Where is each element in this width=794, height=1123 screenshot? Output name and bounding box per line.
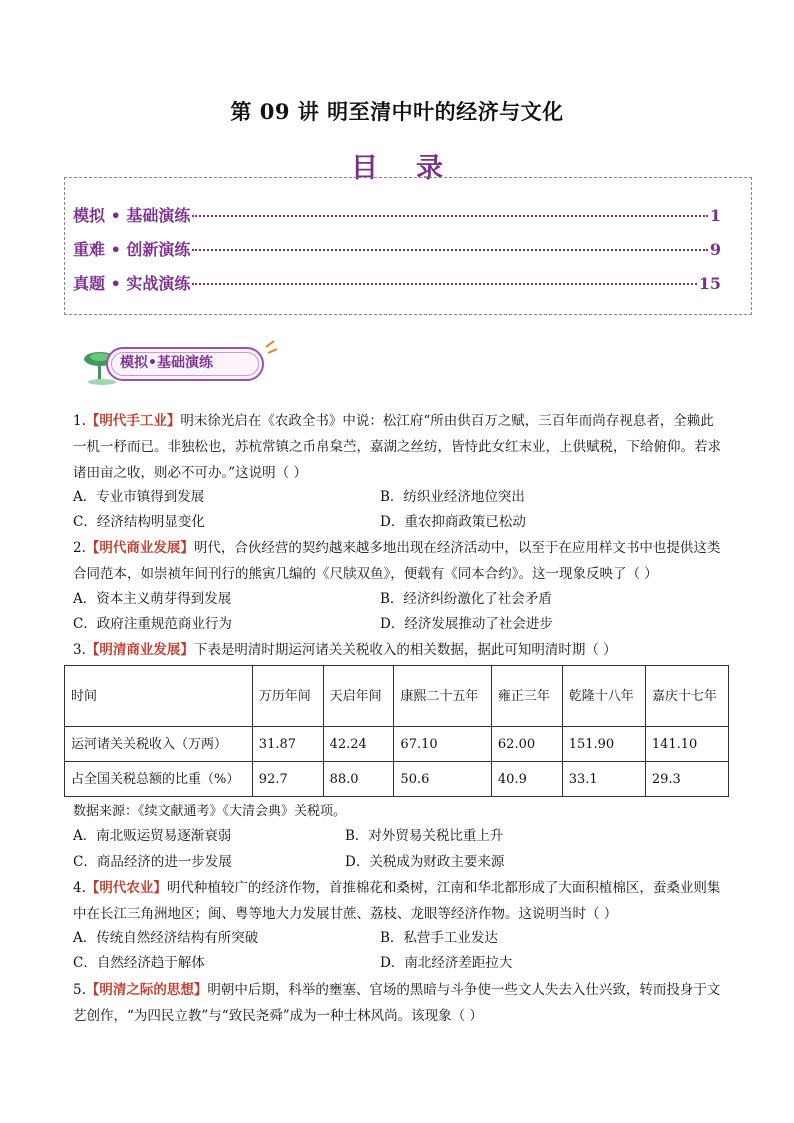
toc-item-page: 1: [709, 206, 721, 225]
question-stem: 下表是明清时期运河诸关关税收入的相关数据，据此可知明清时期（ ）: [193, 642, 617, 658]
table-source-note: 数据来源：《续文献通考》《大清会典》关税项。: [73, 804, 347, 819]
question-tag: 【明代商业发展】: [85, 540, 194, 556]
table-cell: 天启年间: [323, 666, 394, 727]
option-b[interactable]: B．纺织业经济地位突出: [380, 489, 525, 505]
option-b[interactable]: B．私营手工业发达: [380, 930, 498, 946]
table-header-row: [65, 666, 729, 727]
question-5: 5.【明清之际的思想】明朝中后期，科举的壅塞、官场的黑暗与斗争使一些文人失去入仕兴致，转而投身于文艺创作，“为四民立教”与“致民尧舜”成为一种士林风尚。该现象（ ）: [73, 982, 721, 1024]
question-tag: 【明代农业】: [85, 880, 167, 896]
toc-heading: 目录: [351, 153, 481, 184]
question-stem: 明代，合伙经营的契约越来越多地出现在经济活动中，以至于在应用样文书中也提供这类合同范本，如崇祯年间刊行的熊寅几编的《尺牍双鱼》，便载有《同本合约》。这一现象反映了（ ）: [73, 540, 721, 582]
option-c[interactable]: C．自然经济趋于解体: [73, 955, 205, 971]
table-cell: 141.10: [645, 727, 728, 762]
table-cell: 乾隆十八年: [562, 666, 645, 727]
option-d[interactable]: D．经济发展推动了社会进步: [380, 616, 553, 632]
toc-item-page: 9: [709, 240, 721, 259]
question-tag: 【明清商业发展】: [85, 642, 194, 658]
table-cell: 151.90: [562, 727, 645, 762]
option-a[interactable]: A．资本主义萌芽得到发展: [73, 591, 232, 607]
option-b[interactable]: B．对外贸易关税比重上升: [345, 828, 504, 844]
table-cell: 62.00: [491, 727, 562, 762]
table-cell: 万历年间: [252, 666, 323, 727]
table-cell: 40.9: [491, 762, 562, 797]
option-a[interactable]: A．传统自然经济结构有所突破: [73, 930, 259, 946]
toc-item[interactable]: [73, 271, 721, 295]
table-cell: 92.7: [252, 762, 323, 797]
question-tag: 【明代手工业】: [85, 413, 181, 429]
document-title: 第 09 讲 明至清中叶的经济与文化: [230, 99, 564, 124]
question-tag: 【明清之际的思想】: [85, 982, 208, 998]
toc-item-page: 15: [698, 274, 721, 293]
question-2: 2.【明代商业发展】明代，合伙经营的契约越来越多地出现在经济活动中，以至于在应用样文书中也提供这类合同范本，如崇祯年间刊行的熊寅几编的《尺牍双鱼》，便载有《同本合约》。这一现象反映了（ ）: [73, 540, 721, 582]
table-cell: 29.3: [645, 762, 728, 797]
option-c[interactable]: C．经济结构明显变化: [73, 514, 205, 530]
table-cell: 雍正三年: [491, 666, 562, 727]
toc-item-label: 真题 • 实战演练: [73, 274, 191, 293]
table-cell: 康熙二十五年: [394, 666, 491, 727]
option-c[interactable]: C．政府注重规范商业行为: [73, 616, 232, 632]
question-stem: 明末徐光启在《农政全书》中说：松江府“所由供百万之赋，三百年而尚存视息者，全赖此一机一杼而已。非独松也，苏杭常镇之币帛枲苎，嘉湖之丝纺，皆恃此女红末业，上供赋税，下给俯仰。若求诸田亩之收，则必不可办。”这说明（ ）: [73, 413, 721, 481]
table-cell: 31.87: [252, 727, 323, 762]
table-cell: 33.1: [562, 762, 645, 797]
table-cell: 时间: [65, 666, 253, 727]
question-stem: 明朝中后期，科举的壅塞、官场的黑暗与斗争使一些文人失去入仕兴致，转而投身于文艺创作，“为四民立教”与“致民尧舜”成为一种士林风尚。该现象（ ）: [73, 982, 721, 1024]
table-cell: 88.0: [323, 762, 394, 797]
table-cell: 嘉庆十七年: [645, 666, 728, 727]
table-cell: 占全国关税总额的比重（%）: [65, 762, 253, 797]
toc-leader-dots: [192, 283, 696, 285]
table-cell: 42.24: [323, 727, 394, 762]
table-cell: 运河诸关关税收入（万两）: [65, 727, 253, 762]
toc-item-label: 模拟 • 基础演练: [73, 206, 191, 225]
toc-item-label: 重难 • 创新演练: [73, 240, 191, 259]
toc-leader-dots: [192, 249, 707, 251]
option-a[interactable]: A．专业市镇得到发展: [73, 489, 205, 505]
option-d[interactable]: D．关税成为财政主要来源: [345, 854, 505, 870]
toc-item[interactable]: [73, 203, 721, 227]
option-c[interactable]: C．商品经济的进一步发展: [73, 854, 232, 870]
section-banner-label: 模拟•基础演练: [120, 355, 213, 371]
table-cell: 67.10: [394, 727, 491, 762]
question-1: 1.【明代手工业】明末徐光启在《农政全书》中说：松江府“所由供百万之赋，三百年而尚存视息者，全赖此一机一杼而已。非独松也，苏杭常镇之币帛枲苎，嘉湖之丝纺，皆恃此女红末业，上供赋税，下给俯仰。若求诸田亩之收，则必不可办。”这说明（ ）: [73, 413, 721, 481]
question-stem: 明代种植较广的经济作物，首推棉花和桑树，江南和华北都形成了大面积植棉区，蚕桑业则集中在长江三角洲地区；闽、粤等地大力发展甘蔗、荔枝、龙眼等经济作物。这说明当时（ ）: [73, 880, 721, 922]
option-d[interactable]: D．重农抑商政策已松动: [380, 514, 526, 530]
table-cell: 50.6: [394, 762, 491, 797]
toc-item[interactable]: [73, 237, 721, 261]
table-of-contents: [64, 177, 752, 315]
question-3: 3.【明清商业发展】下表是明清时期运河诸关关税收入的相关数据，据此可知明清时期（ ）: [73, 642, 617, 658]
question-4: 4.【明代农业】明代种植较广的经济作物，首推棉花和桑树，江南和华北都形成了大面积植棉区，蚕桑业则集中在长江三角洲地区；闽、粤等地大力发展甘蔗、荔枝、龙眼等经济作物。这说明当时（ ）: [73, 880, 721, 922]
toc-leader-dots: [192, 215, 707, 217]
option-d[interactable]: D．南北经济差距拉大: [380, 955, 513, 971]
table-row: [65, 762, 729, 797]
tariff-data-table: [64, 665, 729, 797]
option-b[interactable]: B．经济纠纷激化了社会矛盾: [380, 591, 552, 607]
section-banner: [80, 339, 280, 387]
option-a[interactable]: A．南北贩运贸易逐渐衰弱: [73, 828, 232, 844]
table-row: [65, 727, 729, 762]
